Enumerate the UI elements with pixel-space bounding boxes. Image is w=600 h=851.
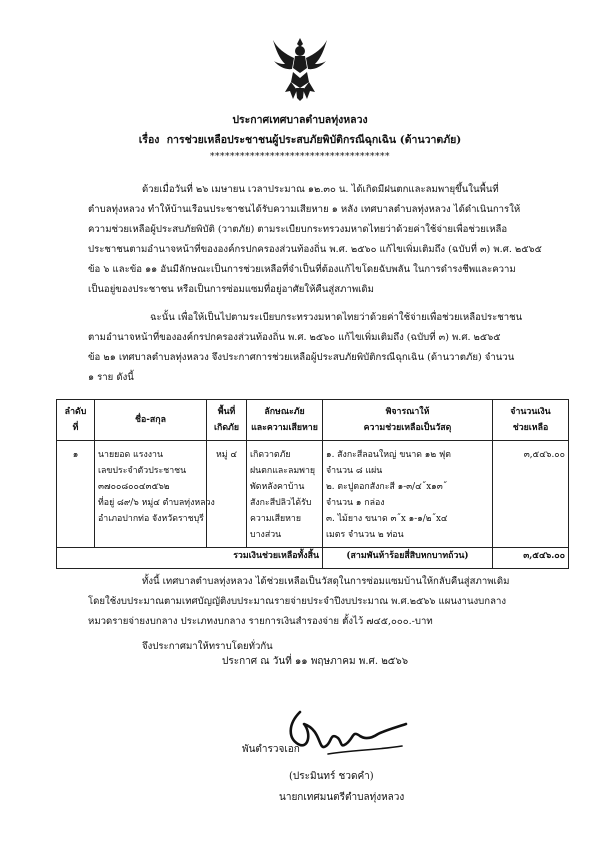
para2-line: ฉะนั้น เพื่อให้เป็นไปตามระเบียบกระทรวงมหาดไทยว่าด้วยค่าใช้จ่ายเพื่อช่วยเหลือประชาชน [150,312,523,323]
signer-position: นายกเทศมนตรีตำบลทุ่งหลวง [279,792,405,803]
para2-line: ตามอำนาจหน้าที่ขององค์กรปกครองส่วนท้องถิ่น พ.ศ. ๒๕๖๐ แก้ไขเพิ่มเติมถึง (ฉบับที่ ๓) พ.ศ. ๒๕๖๕ [88,332,501,343]
table-row [57,441,569,548]
subject-label: เรื่อง [138,134,160,146]
aid-table [56,399,569,569]
row-amount: ๓,๕๔๖.๐๐ [493,441,569,548]
total-amount: ๓,๕๔๖.๐๐ [493,548,569,569]
header-name: ชื่อ-สกุล [95,400,207,441]
table-total-row [57,548,569,569]
signer-rank: พันตำรวจเอก [242,744,300,755]
row-area: หมู่ ๔ [207,441,247,548]
signer-name: (ประมินทร์ ชวดคำ) [289,771,374,782]
header-aid: พิจารณาให้ ความช่วยเหลือเป็นวัสดุ [323,400,493,441]
subject-text: การช่วยเหลือประชาชนผู้ประสบภัยพิบัติกรณีฉุกเฉิน (ด้านวาตภัย) [166,134,462,146]
total-text: (สามพันห้าร้อยสี่สิบหกบาทถ้วน) [323,548,493,569]
announcement-subject [0,131,600,148]
para1-line: ความช่วยเหลือผู้ประสบภัยพิบัติ (วาตภัย) ตามระเบียบกระทรวงมหาดไทยว่าด้วยค่าใช้จ่ายเพื่อช่วยเหลือ [88,224,508,235]
handwritten-signature [282,700,422,766]
para3-line: ทั้งนี้ เทศบาลตำบลทุ่งหลวง ได้ช่วยเหลือเป็นวัสดุในการซ่อมแซมบ้านให้กลับคืนสู่สภาพเดิม [142,576,510,587]
table-header-row [57,400,569,441]
announce-line: จึงประกาศมาให้ทราบโดยทั่วกัน [142,641,273,652]
para3-line: หมวดรายจ่ายงบกลาง ประเภทงบกลาง รายการเงินสำรองจ่าย ตั้งไว้ ๗๔๕,๐๐๐.-บาท [88,616,433,627]
garuda-emblem-icon [271,36,329,102]
total-label: รวมเงินช่วยเหลือทั้งสิ้น [57,548,323,569]
row-name: นายยอด แรงงาน เลขประจำตัวประชาชน ๓๗๐๐๘๐๐๔๓๕๖๒ ที่อยู่ ๘๙/๖ หมู่๔ ตำบลทุ่งหลวง อำเภอปากท่อ จังหวัดราชบุรี [95,441,207,548]
header-no: ลำดับ ที่ [57,400,95,441]
para2-line: ข้อ ๒๑ เทศบาลตำบลทุ่งหลวง จึงประกาศการช่วยเหลือผู้ประสบภัยพิบัติกรณีฉุกเฉิน (ด้านวาตภัย) จำนวน [88,352,515,363]
row-damage: เกิดวาตภัย ฝนตกและลมพายุ พัดหลังคาบ้าน สังกะสีปลิวได้รับ ความเสียหาย บางส่วน [247,441,323,548]
header-damage: ลักษณะภัย และความเสียหาย [247,400,323,441]
para3-line: โดยใช้งบประมาณตามเทศบัญญัติงบประมาณรายจ่ายประจำปีงบประมาณ พ.ศ.๒๕๖๖ แผนงานงบกลาง [88,596,507,607]
para1-line: ด้วยเมื่อวันที่ ๒๖ เมษายน เวลาประมาณ ๑๒.๓๐ น. ได้เกิดมีฝนตกและลมพายุขึ้นในพื้นที่ [142,184,499,195]
para1-line: ข้อ ๖ และข้อ ๑๑ อันมีลักษณะเป็นการช่วยเหลือที่จำเป็นที่ต้องแก้ไขโดยฉับพลัน ในการดำรงชีพและความ [88,264,516,275]
header-area: พื้นที่ เกิดภัย [207,400,247,441]
announcement-title: ประกาศเทศบาลตำบลทุ่งหลวง [232,114,368,126]
separator-stars: ************************************ [210,152,390,162]
header-amount: จำนวนเงิน ช่วยเหลือ [493,400,569,441]
para1-line: เป็นอยู่ของประชาชน หรือเป็นการซ่อมแซมที่อยู่อาศัยให้คืนสู่สภาพเดิม [88,284,374,295]
para1-line: ประชาชนตามอำนาจหน้าที่ขององค์กรปกครองส่วนท้องถิ่น พ.ศ. ๒๕๖๐ แก้ไขเพิ่มเติมถึง (ฉบับที่ ๓) พ.ศ. ๒๕๖๕ [88,244,542,255]
para1-line: ตำบลทุ่งหลวง ทำให้บ้านเรือนประชาชนได้รับความเสียหาย ๑ หลัง เทศบาลตำบลทุ่งหลวง ได้ดำเนินการให้ [88,204,521,215]
row-aid: ๑. สังกะสีลอนใหญ่ ขนาด ๑๒ ฟุต จำนวน ๘ แผ่น ๒. ตะปูตอกสังกะสี ๑-๓/๔˝x๑๓˝ จำนวน ๑ กล่อง ๓. ไม้ยาง ขนาด ๓˝x ๑-๑/๒˝x๔ เมตร จำนวน ๒ ท่อน [323,441,493,548]
announcement-date: ประกาศ ณ วันที่ ๑๑ พฤษภาคม พ.ศ. ๒๕๖๖ [222,656,409,667]
para2-line: ๑ ราย ดังนี้ [88,372,134,383]
row-no: ๑ [57,441,95,548]
